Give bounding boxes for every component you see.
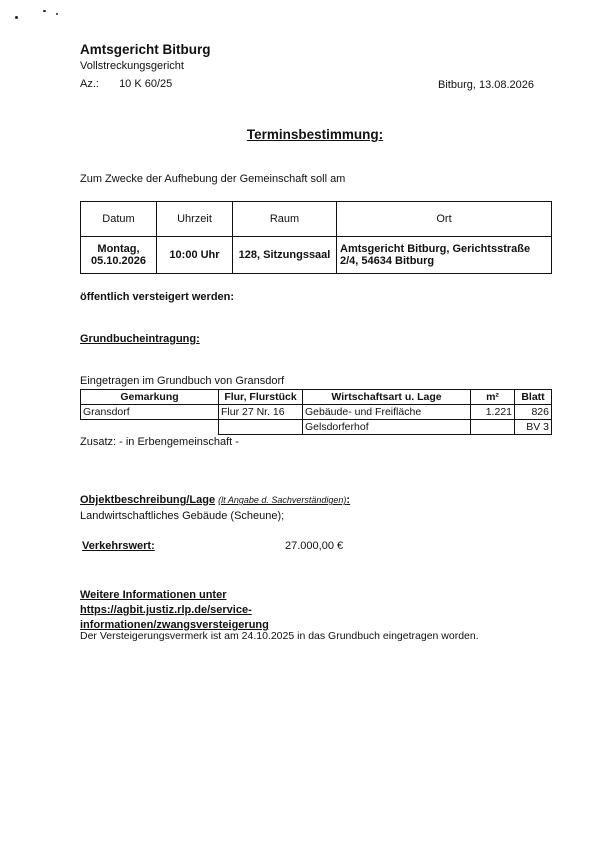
- header-flur: Flur, Flurstück: [219, 390, 303, 405]
- scan-speck: [43, 10, 46, 12]
- appointment-table: [80, 201, 552, 274]
- header-raum: Raum: [233, 202, 337, 237]
- header-uhrzeit: Uhrzeit: [157, 202, 233, 237]
- header-wirtschaftsart: Wirtschaftsart u. Lage: [303, 390, 471, 405]
- cell-ort: Amtsgericht Bitburg, Gerichtsstraße 2/4, 54634 Bitburg: [337, 237, 552, 274]
- document-title: Terminsbestimmung:: [246, 127, 384, 142]
- object-description-note: (lt Angabe d. Sachverständigen): [218, 495, 347, 505]
- object-description-colon: :: [346, 494, 351, 506]
- appointment-row: [81, 237, 552, 274]
- case-number: [80, 78, 172, 90]
- footer-note: Der Versteigerungsvermerk ist am 24.10.2025 in das Grundbuch eingetragen worden.: [80, 630, 479, 642]
- object-description-heading: [80, 494, 350, 506]
- court-name: Amtsgericht Bitburg: [80, 42, 211, 57]
- market-value: 27.000,00 €: [285, 540, 344, 552]
- cell-gemarkung: [81, 420, 219, 435]
- cell-m2: [471, 420, 515, 435]
- appointment-header-row: [81, 202, 552, 237]
- header-ort: Ort: [337, 202, 552, 237]
- grundbuch-table: [80, 389, 552, 435]
- cell-wirtschaftsart: Gebäude- und Freifläche: [303, 405, 471, 420]
- grundbuch-heading: Grundbucheintragung:: [80, 333, 200, 345]
- header-gemarkung: Gemarkung: [81, 390, 219, 405]
- cell-blatt: BV 3: [515, 420, 552, 435]
- auction-note: öffentlich versteigert werden:: [80, 291, 235, 303]
- cell-gemarkung: Gransdorf: [81, 405, 219, 420]
- cell-m2: 1.221: [471, 405, 515, 420]
- scan-speck: [15, 16, 18, 19]
- object-description-label: Objektbeschreibung/Lage: [80, 494, 216, 506]
- header-m2: m²: [471, 390, 515, 405]
- table-row: [81, 420, 552, 435]
- header-blatt: Blatt: [515, 390, 552, 405]
- table-row: [81, 405, 552, 420]
- cell-uhrzeit: 10:00 Uhr: [157, 237, 233, 274]
- cell-blatt: 826: [515, 405, 552, 420]
- intro-text: Zum Zwecke der Aufhebung der Gemeinschaft soll am: [80, 173, 346, 185]
- case-number-label: Az.:: [80, 78, 99, 90]
- cell-flur: [219, 420, 303, 435]
- scan-speck: [56, 13, 58, 15]
- court-department: Vollstreckungsgericht: [80, 60, 184, 72]
- place-date: Bitburg, 13.08.2026: [438, 79, 535, 91]
- more-info-link[interactable]: Weitere Informationen unter https://agbit.justiz.rlp.de/service-informationen/zwangsversteigerung: [80, 589, 269, 631]
- grundbuch-header-row: [81, 390, 552, 405]
- case-number-value: 10 K 60/25: [119, 78, 173, 90]
- cell-datum: Montag, 05.10.2026: [81, 237, 157, 274]
- grundbuch-registered-in: Eingetragen im Grundbuch von Gransdorf: [80, 375, 285, 387]
- cell-raum: 128, Sitzungssaal: [233, 237, 337, 274]
- cell-flur: Flur 27 Nr. 16: [219, 405, 303, 420]
- zusatz-text: Zusatz: - in Erbengemeinschaft -: [80, 436, 239, 448]
- market-value-label: Verkehrswert:: [82, 540, 155, 552]
- cell-wirtschaftsart: Gelsdorferhof: [303, 420, 471, 435]
- header-datum: Datum: [81, 202, 157, 237]
- object-description-value: Landwirtschaftliches Gebäude (Scheune);: [80, 510, 285, 522]
